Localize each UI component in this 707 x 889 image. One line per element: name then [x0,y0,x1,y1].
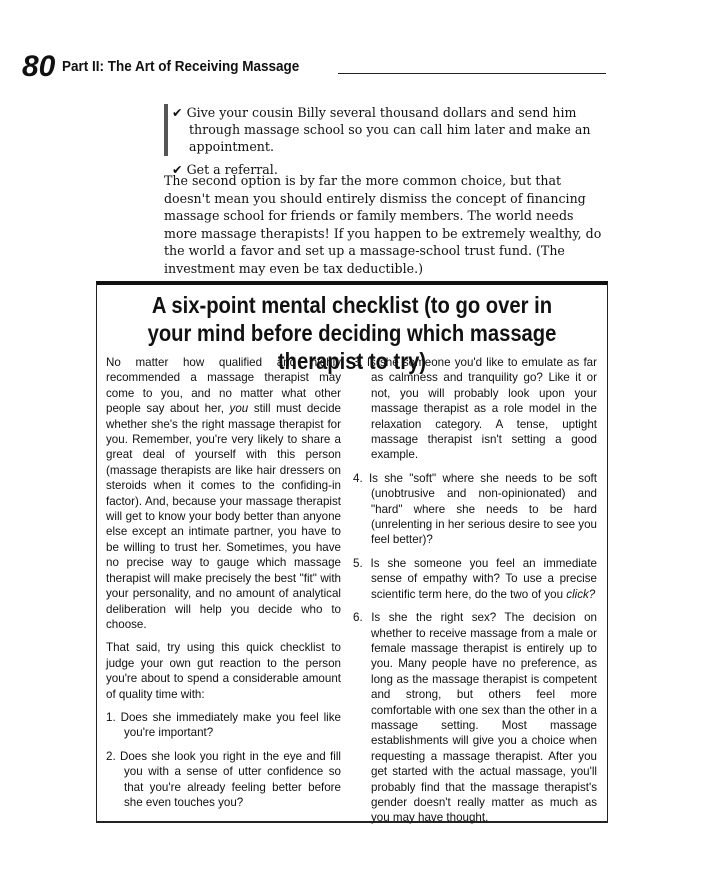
body-paragraph: The second option is by far the more common choice, but that doesn't mean you should entirely dismiss the concept of financing massage school for friends or family members. The world needs more massage therapists! If you happen to be extremely wealthy, do the world a favor and set up a massage-school trust fund. (The investment may even be tax deductible.) [164,173,602,276]
checklist-item: 4. Is she "soft" where she needs to be soft (unobtrusive and non-opinionated) and "hard" where she needs to be hard (unrelenting in her serious desire to see you feel better)? [353,471,597,547]
checklist-item: 6. Is she the right sex? The decision on whether to receive massage from a male or female massage therapist is entirely up to you. Many people have no preference, as long as the massage therapist is competent and strong, but others feel more comfortable with one sex than the other in a massage setting. Most massage establishments will give you a choice when requesting a massage therapist. After you get started with the actual massage, you'll probably find that the massage therapist's gender doesn't really matter as much as you may have thought. [353,611,597,825]
sidebar-bottom-rule [96,822,608,823]
intro-paragraph-2: That said, try using this quick checklist to judge your own gut reaction to the person you're about to spend a considerable amount of quality time with: [106,641,341,701]
sidebar-box [96,281,608,825]
header-rule [338,73,606,74]
checklist-item: 3. Is she someone you'd like to emulate as far as calmness and tranquility go? Like it or not, you will probably look upon your massage therapist as a role model in the relaxation category. A tense, uptight massage therapist isn't setting a good example. [353,356,597,462]
sidebar-left-column [106,355,341,818]
checklist-item: 1. Does she immediately make you feel like you're important? [106,710,341,740]
running-title: Part II: The Art of Receiving Massage [62,58,300,75]
checklist-item: 2. Does she look you right in the eye and fill you with a sense of utter confidence so that you're already feeling better before she even touches you? [106,749,341,809]
check-mark-icon: ✔ [172,105,187,120]
checklist-item: 5. Is she someone you feel an immediate sense of empathy with? To use a precise scientific term here, do the two of you click? [353,556,597,601]
page-number: 80 [22,50,56,83]
sidebar-title: A six-point mental checklist (to go over in your mind before deciding which massage therapist to try) [147,292,557,374]
sidebar-right-column [353,355,597,834]
list-item: ✔ Get a referral. [172,162,278,177]
list-item: ✔ Give your cousin Billy several thousand dollars and send him through massage school so you can call him later and make an appointment. [172,105,591,154]
intro-paragraph: No matter how qualified and highly recommended a massage therapist may come to you, and no matter what other people say about her, you still must decide whether she's the right massage therapist for you. Remember, you're very likely to share a great deal of yourself with this person (massage therapists are like hair dressers on steroids when it comes to the confiding-in factor). And, because your massage therapist will get to know your body better than anyone else except an intimate partner, you have to be willing to trust her. Sometimes, you have no precise way to gauge which massage therapist will make precisely the best "fit" with your personality, and no amount of analytical deliberation will help you decide who to choose. [106,356,342,631]
check-mark-icon: ✔ [172,162,187,177]
